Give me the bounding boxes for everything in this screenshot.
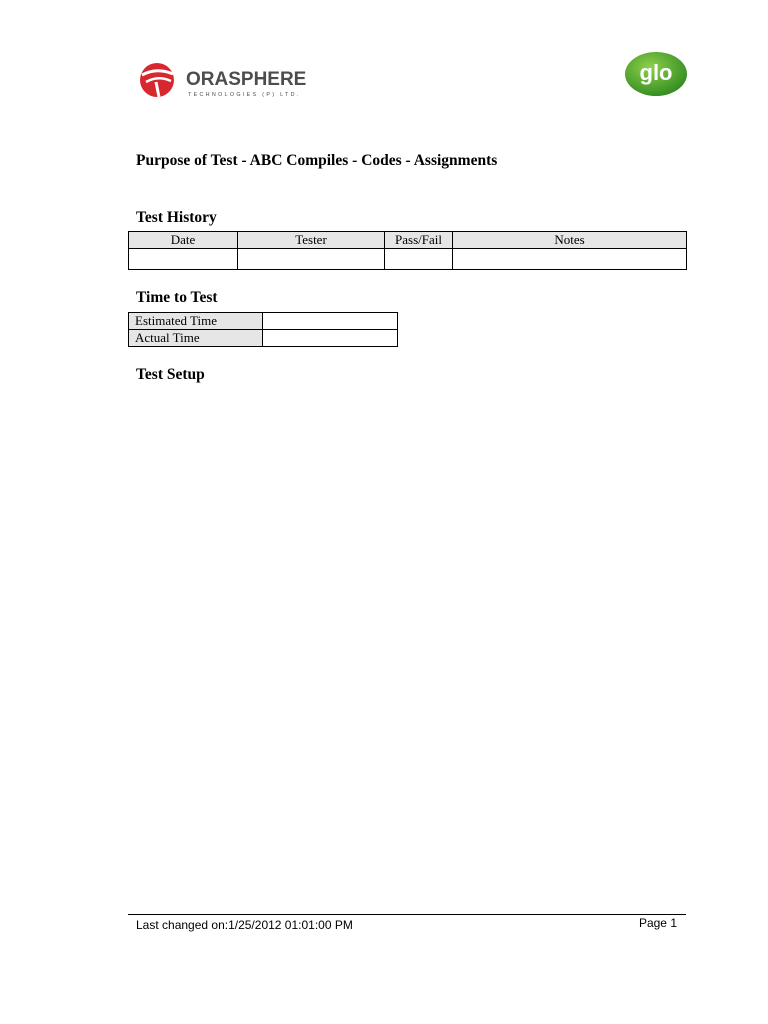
actual-time-value: [263, 330, 398, 347]
column-header-notes: Notes: [453, 232, 687, 249]
column-header-tester: Tester: [238, 232, 385, 249]
estimated-time-value: [263, 313, 398, 330]
table-row: [129, 330, 398, 347]
table-cell-date: [129, 249, 238, 270]
footer-last-changed: Last changed on:1/25/2012 01:01:00 PM: [136, 918, 353, 932]
orasphere-logo: [136, 58, 326, 102]
table-cell-tester: [238, 249, 385, 270]
footer-page-number: Page 1: [638, 916, 677, 930]
glo-brand-text: glo: [639, 60, 673, 85]
test-history-heading: Test History: [136, 209, 217, 226]
footer-divider: [128, 914, 686, 915]
test-setup-heading: Test Setup: [136, 366, 205, 383]
column-header-date: Date: [129, 232, 238, 249]
table-row: [129, 313, 398, 330]
time-to-test-table: [128, 312, 398, 347]
document-title: Purpose of Test - ABC Compiles - Codes - Assignments: [136, 152, 498, 169]
orasphere-brand-text: ORASPHERE: [186, 69, 307, 90]
table-row: [129, 249, 687, 270]
test-history-table: [128, 231, 687, 270]
time-to-test-heading: Time to Test: [136, 289, 218, 306]
table-cell-notes: [453, 249, 687, 270]
table-header-row: [129, 232, 687, 249]
column-header-pass-fail: Pass/Fail: [385, 232, 453, 249]
glo-logo: [624, 51, 688, 97]
table-cell-pass-fail: [385, 249, 453, 270]
actual-time-label: Actual Time: [129, 330, 263, 347]
orasphere-tagline-text: TECHNOLOGIES (P) LTD.: [188, 92, 301, 98]
estimated-time-label: Estimated Time: [129, 313, 263, 330]
